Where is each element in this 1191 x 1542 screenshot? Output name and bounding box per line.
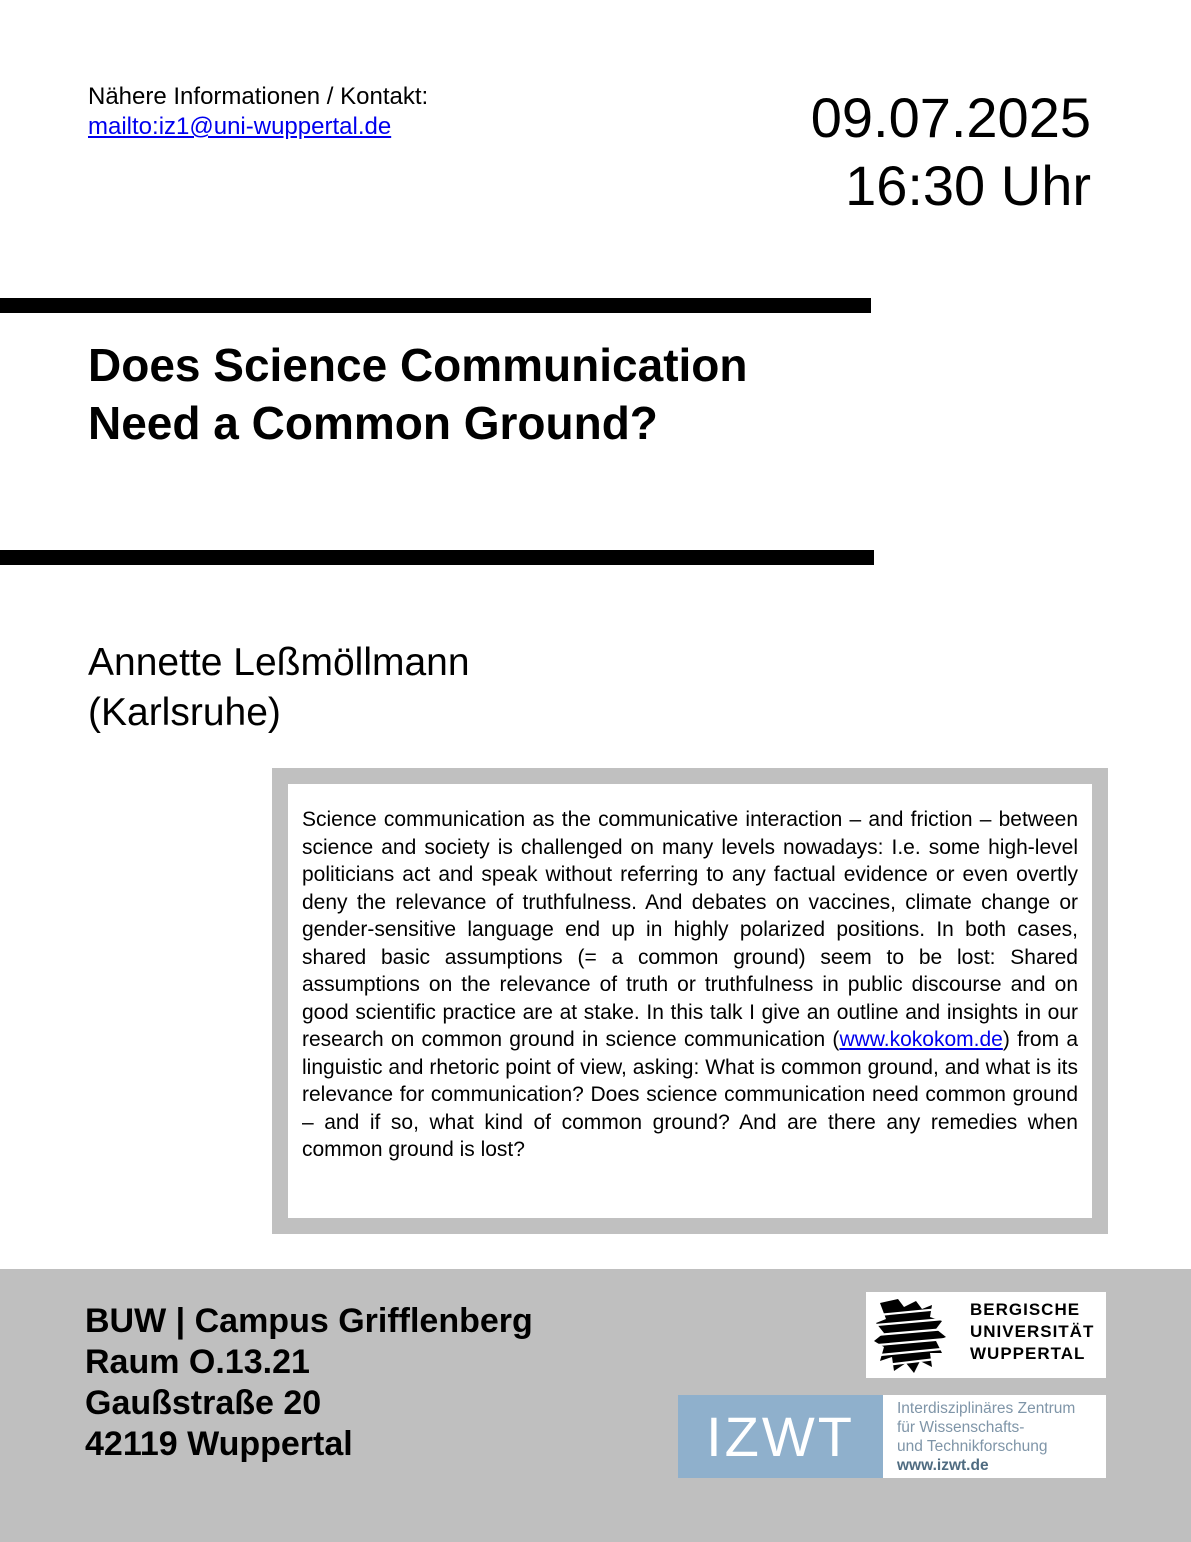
venue-line2: Raum O.13.21	[85, 1343, 310, 1381]
buw-logo	[866, 1292, 1106, 1378]
izwt-url: www.izwt.de	[897, 1457, 989, 1474]
talk-title-line2: Need a Common Ground?	[88, 397, 658, 449]
bottom-divider	[0, 550, 874, 565]
abstract-project-link[interactable]: www.kokokom.de	[839, 1028, 1003, 1051]
izwt-line1: Interdisziplinäres Zentrum	[897, 1400, 1076, 1417]
izwt-mark: IZWT	[678, 1395, 883, 1478]
lion-icon	[870, 1295, 952, 1375]
buw-line3: WUPPERTAL	[970, 1344, 1086, 1363]
izwt-wordmark	[897, 1399, 1075, 1475]
event-datetime	[811, 84, 1091, 220]
top-divider	[0, 298, 871, 313]
footer-bar	[0, 1269, 1191, 1542]
venue-line1: BUW | Campus Grifflenberg	[85, 1302, 533, 1340]
izwt-logo	[678, 1395, 1106, 1478]
buw-line2: UNIVERSITÄT	[970, 1322, 1095, 1341]
izwt-line2: für Wissenschafts-	[897, 1419, 1025, 1436]
speaker-name: Annette Leßmöllmann	[88, 641, 470, 684]
contact-email-link[interactable]: mailto:iz1@uni-wuppertal.de	[88, 113, 392, 140]
izwt-line3: und Technikforschung	[897, 1438, 1048, 1455]
abstract-box	[288, 784, 1092, 1218]
venue-line4: 42119 Wuppertal	[85, 1425, 353, 1463]
event-date: 09.07.2025	[810, 86, 1091, 149]
contact-label: Nähere Informationen / Kontakt:	[88, 83, 429, 110]
venue-address	[85, 1301, 533, 1465]
abstract-text	[302, 806, 1078, 1164]
speaker-affiliation: (Karlsruhe)	[88, 691, 281, 734]
abstract-text-part2: ) from a linguistic and rhetoric point of view, asking: What is common ground, and what is its relevance for communication? Does science communication need common ground – and if so, what kind of common ground? And are there any remedies when common ground is lost?	[302, 1028, 1078, 1161]
speaker-block	[88, 638, 470, 738]
buw-line1: BERGISCHE	[970, 1300, 1081, 1319]
venue-line3: Gaußstraße 20	[85, 1384, 322, 1422]
talk-title-line1: Does Science Communication	[88, 339, 748, 391]
event-time: 16:30 Uhr	[845, 154, 1091, 217]
abstract-text-part1: Science communication as the communicative interaction – and friction – between science and society is challenged on many levels nowadays: I.e. some high-level politicians act and speak without referring to any factual evidence or even overtly deny the relevance of truthfulness. And debates on vaccines, climate change or gender-sensitive language end up in highly polarized positions. In both cases, shared basic assumptions (= a common ground) seem to be lost: Shared assumptions on the relevance of truth or truthfulness in public discourse and on good scientific practice are at stake. In this talk I give an outline and insights in our research on common ground in science communication (	[302, 808, 1078, 1051]
buw-wordmark	[970, 1299, 1094, 1365]
contact-block	[88, 82, 428, 142]
abstract-frame	[272, 768, 1108, 1234]
talk-title	[88, 336, 868, 452]
